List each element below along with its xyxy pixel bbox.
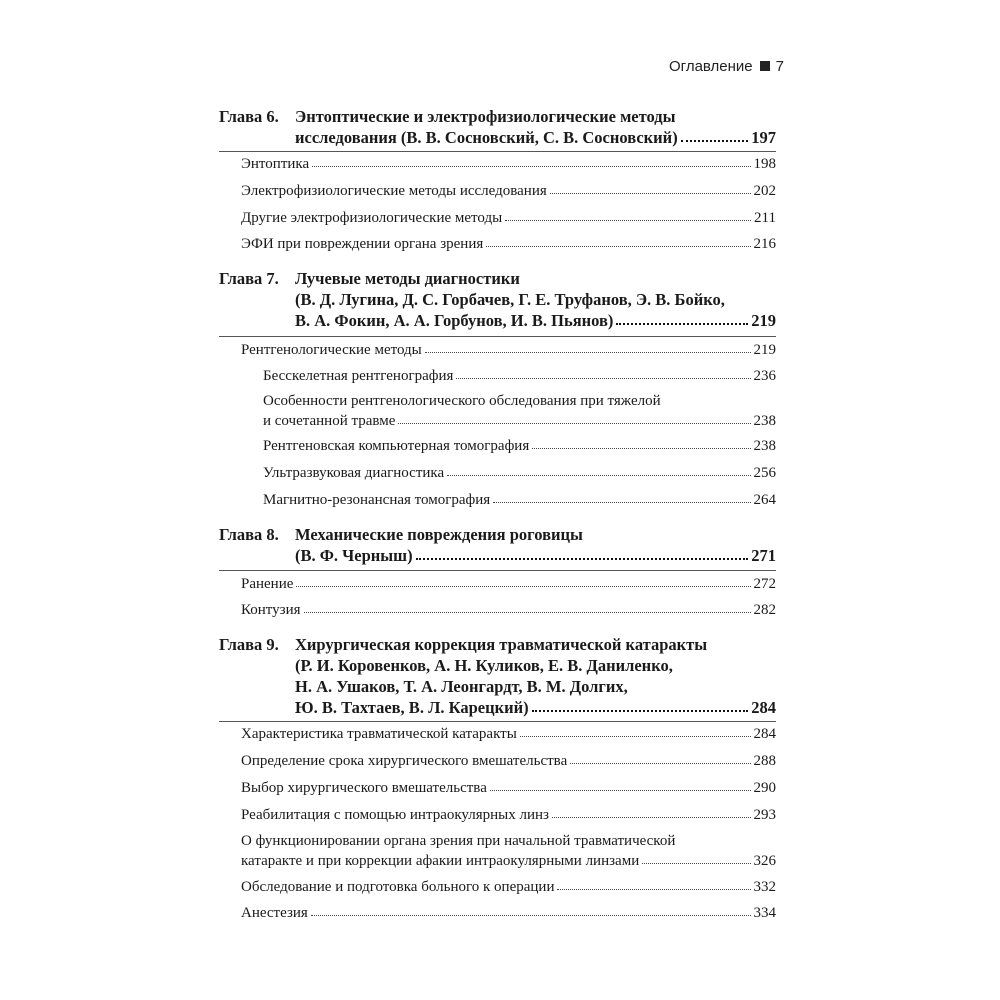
entry-title: Выбор хирургического вмешательства (241, 780, 487, 796)
toc-entry[interactable] (241, 778, 776, 798)
chapter-title: Лучевые методы диагностики (295, 269, 520, 288)
toc-subentry[interactable] (263, 463, 776, 483)
toc-entry[interactable] (241, 154, 776, 174)
entry-title: Контузия (241, 602, 301, 618)
toc-entry[interactable] (241, 831, 776, 871)
dot-leader (557, 889, 750, 890)
entry-title: ЭФИ при повреждении органа зрения (241, 236, 484, 252)
entry-title: Определение срока хирургического вмешательства (241, 753, 568, 769)
chapter-page: 219 (751, 311, 776, 330)
chapter-number: Глава 7. (219, 269, 279, 288)
entry-page: 334 (753, 905, 776, 921)
entry-title: Бесскелетная рентгенография (263, 368, 454, 384)
entry-page: 198 (753, 156, 776, 172)
dot-leader (447, 475, 750, 476)
entry-title: Электрофизиологические методы исследования (241, 183, 547, 199)
toc-subentry[interactable] (263, 391, 776, 431)
entry-title: Ранение (241, 576, 294, 592)
toc-subentry[interactable] (263, 366, 776, 386)
dot-leader (296, 586, 750, 587)
toc-entry[interactable] (241, 724, 776, 744)
toc-entry[interactable] (241, 234, 776, 254)
entry-page: 211 (754, 210, 776, 226)
dot-leader (520, 736, 751, 737)
entry-title: Рентгенологические методы (241, 342, 422, 358)
chapter-title: Хирургическая коррекция травматической катаракты (295, 635, 708, 654)
entry-title: Реабилитация с помощью интраокулярных линз (241, 807, 549, 823)
dot-leader (550, 193, 751, 194)
chapter-authors: (В. Ф. Черныш) (295, 546, 413, 565)
chapter-page: 284 (751, 698, 776, 717)
dot-leader (312, 166, 750, 167)
chapter-9-heading[interactable] (219, 634, 776, 718)
running-header (669, 58, 784, 75)
entry-title: Обследование и подготовка больного к операции (241, 879, 555, 895)
entry-page: 236 (753, 368, 776, 384)
dot-leader (311, 915, 751, 916)
entry-title: Рентгеновская компьютерная томография (263, 438, 530, 454)
chapter-7-heading[interactable] (219, 268, 776, 331)
entry-title: Анестезия (241, 905, 308, 921)
chapter-title: Механические повреждения роговицы (295, 525, 583, 544)
dot-leader (416, 558, 749, 560)
chapter-authors: Ю. В. Тахтаев, В. Л. Карецкий) (295, 698, 529, 717)
chapter-number: Глава 6. (219, 107, 279, 126)
dot-leader (304, 612, 751, 613)
toc-entry[interactable] (241, 751, 776, 771)
square-bullet-icon (760, 61, 770, 71)
entry-page: 284 (753, 726, 776, 742)
entry-page: 219 (753, 342, 776, 358)
dot-leader (681, 140, 749, 142)
chapter-authors: Н. А. Ушаков, Т. А. Леонгардт, В. М. Долгих, (295, 677, 628, 696)
divider (219, 336, 776, 337)
entry-title: О функционировании органа зрения при начальной травматической (241, 833, 676, 849)
entry-page: 238 (753, 438, 776, 454)
entry-title: Энтоптика (241, 156, 310, 172)
divider (219, 570, 776, 571)
entry-page: 264 (753, 492, 776, 508)
entry-title: Особенности рентгенологического обследования при тяжелой (263, 393, 661, 409)
dot-leader (532, 448, 750, 449)
divider (219, 151, 776, 152)
dot-leader (398, 423, 750, 424)
chapter-authors: исследования (В. В. Сосновский, С. В. Сосновский) (295, 128, 678, 147)
entry-page: 326 (753, 853, 776, 869)
chapter-page: 197 (751, 128, 776, 147)
dot-leader (490, 790, 751, 791)
entry-title: Ультразвуковая диагностика (263, 465, 445, 481)
toc-entry[interactable] (241, 877, 776, 897)
entry-page: 202 (753, 183, 776, 199)
page-number: 7 (775, 58, 784, 75)
toc-entry[interactable] (241, 903, 776, 923)
entry-page: 288 (753, 753, 776, 769)
toc-entry[interactable] (241, 805, 776, 825)
dot-leader (505, 220, 751, 221)
dot-leader (493, 502, 750, 503)
toc-entry[interactable] (241, 208, 776, 228)
chapter-page: 271 (751, 546, 776, 565)
toc-entry[interactable] (241, 600, 776, 620)
chapter-authors: (В. Д. Лугина, Д. С. Горбачев, Г. Е. Труфанов, Э. В. Бойко, (295, 290, 725, 309)
toc-entry[interactable] (241, 574, 776, 594)
chapter-number: Глава 9. (219, 635, 279, 654)
entry-page: 293 (753, 807, 776, 823)
toc-entry[interactable] (241, 340, 776, 360)
dot-leader (616, 323, 748, 325)
chapter-authors: В. А. Фокин, А. А. Горбунов, И. В. Пьянов) (295, 311, 614, 330)
entry-page: 256 (753, 465, 776, 481)
toc-subentry[interactable] (263, 490, 776, 510)
entry-page: 238 (753, 413, 776, 429)
divider (219, 721, 776, 722)
toc-entry[interactable] (241, 181, 776, 201)
dot-leader (486, 246, 750, 247)
entry-page: 216 (753, 236, 776, 252)
dot-leader (642, 863, 750, 864)
dot-leader (456, 378, 750, 379)
entry-page: 282 (753, 602, 776, 618)
dot-leader (552, 817, 751, 818)
chapter-authors: (Р. И. Коровенков, А. Н. Куликов, Е. В. Даниленко, (295, 656, 673, 675)
entry-page: 332 (753, 879, 776, 895)
entry-page: 272 (753, 576, 776, 592)
entry-title-cont: катаракте и при коррекции афакии интраокулярными линзами (241, 853, 640, 869)
entry-title-cont: и сочетанной травме (263, 413, 396, 429)
dot-leader (570, 763, 750, 764)
toc-subentry[interactable] (263, 436, 776, 456)
chapter-number: Глава 8. (219, 525, 279, 544)
dot-leader (425, 352, 751, 353)
entry-title: Магнитно-резонансная томография (263, 492, 491, 508)
entry-title: Другие электрофизиологические методы (241, 210, 503, 226)
running-header-title: Оглавление (669, 58, 753, 75)
entry-page: 290 (753, 780, 776, 796)
dot-leader (532, 710, 749, 712)
chapter-title: Энтоптические и электрофизиологические методы (295, 107, 676, 126)
chapter-6-heading[interactable] (219, 106, 776, 148)
entry-title: Характеристика травматической катаракты (241, 726, 517, 742)
chapter-8-heading[interactable] (219, 524, 776, 566)
